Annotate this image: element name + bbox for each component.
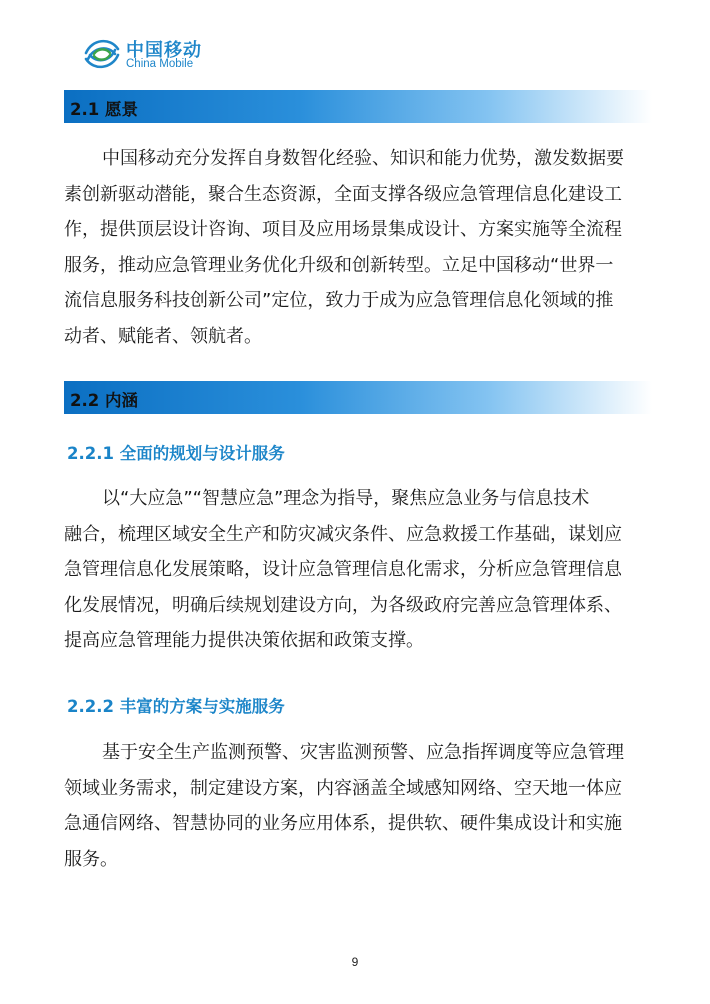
section-2-2-heading: 2.2 内涵 <box>70 391 138 410</box>
paragraph-line: 中国移动充分发挥自身数智化经验、知识和能力优势，激发数据要 <box>102 148 624 169</box>
paragraph-line: 素创新驱动潜能，聚合生态资源，全面支撑各级应急管理信息化建设工 <box>64 183 622 205</box>
section-2-2-1-paragraph <box>64 481 652 659</box>
paragraph-line: 急管理信息化发展策略，设计应急管理信息化需求，分析应急管理信息 <box>64 559 622 581</box>
page-number: 9 <box>351 955 359 969</box>
paragraph-line: 服务。 <box>64 848 118 870</box>
paragraph-line: 动者、赋能者、领航者。 <box>64 325 262 347</box>
paragraph-line: 基于安全生产监测预警、灾害监测预警、应急指挥调度等应急管理 <box>102 742 624 763</box>
china-mobile-logo <box>82 35 222 75</box>
paragraph-line: 融合，梳理区域安全生产和防灾减灾条件、应急救援工作基础，谋划应 <box>64 523 622 545</box>
china-mobile-logo-icon <box>82 35 122 73</box>
paragraph-line: 急通信网络、智慧协同的业务应用体系，提供软、硬件集成设计和实施 <box>64 813 622 835</box>
paragraph-line: 提高应急管理能力提供决策依据和政策支撑。 <box>64 630 424 652</box>
section-2-2-1-heading: 2.2.1 全面的规划与设计服务 <box>67 444 285 463</box>
section-2-2-2-paragraph <box>64 735 652 877</box>
paragraph-line: 领域业务需求，制定建设方案，内容涵盖全域感知网络、空天地一体应 <box>64 777 622 799</box>
logo-name-cn: 中国移动 <box>126 40 202 61</box>
section-2-1-heading: 2.1 愿景 <box>70 100 138 119</box>
section-2-1-heading-band <box>64 90 652 123</box>
paragraph-line: 流信息服务科技创新公司”定位，致力于成为应急管理信息化领域的推 <box>64 290 614 312</box>
logo-name-en: China Mobile <box>126 58 194 70</box>
paragraph-line: 以“大应急”“智慧应急”理念为指导，聚焦应急业务与信息技术 <box>102 488 590 509</box>
paragraph-line: 作，提供顶层设计咨询、项目及应用场景集成设计、方案实施等全流程 <box>64 219 622 241</box>
section-2-1-paragraph <box>64 141 652 355</box>
paragraph-line: 服务，推动应急管理业务优化升级和创新转型。立足中国移动“世界一 <box>64 254 614 276</box>
paragraph-line: 化发展情况，明确后续规划建设方向，为各级政府完善应急管理体系、 <box>64 594 622 616</box>
section-2-2-heading-band <box>64 381 652 414</box>
section-2-2-2-heading: 2.2.2 丰富的方案与实施服务 <box>67 697 285 716</box>
